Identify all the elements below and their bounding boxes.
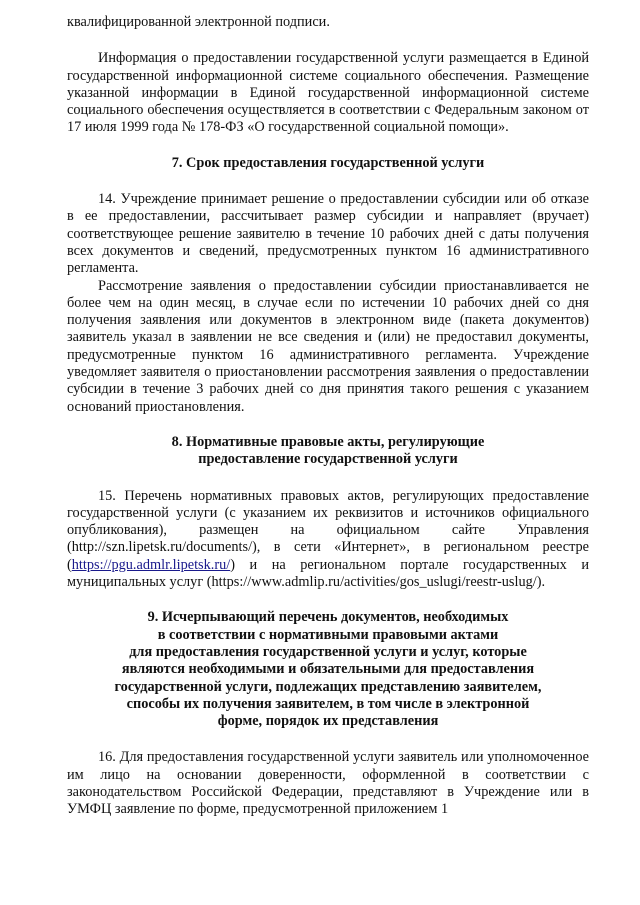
clause-14-suspension-paragraph: Рассмотрение заявления о предоставлении субсидии приостанавливается не более чем на один месяц, в случае если по истечении 10 рабочих дней со дня получения заявления или документов в электронном виде (пакета документов) заявитель указал в заявлении не все сведения и (или) не предоставил документы, предусмотренные пунктом 16 административного регламента. Учреждение уведомляет заявителя о приостановлении рассмотрения заявления о предоставлении субсидии в течение 3 рабочих дней со дня принятия такого решения с указанием оснований приостановления. <box>67 277 589 415</box>
intro-tail-paragraph: квалифицированной электронной подписи. <box>67 14 330 30</box>
section-9-heading-line-6: способы их получения заявителем, в том числе в электронной <box>126 695 530 712</box>
section-8-heading-line-2: предоставление государственной услуги <box>198 451 458 468</box>
section-9-heading-line-7: форме, порядок их представления <box>217 713 439 730</box>
section-9-heading <box>67 609 589 730</box>
clause-16-paragraph: 16. Для предоставления государственной услуги заявитель или уполномоченное им лицо на основании доверенности, оформленной в соответствии с законодательством Российской Федерации, представляют в Учреждение или в УМФЦ заявление по форме, предусмотренной приложением 1 <box>67 749 589 818</box>
clause-15-text-b: ) и на региональном портале государственных и муниципальных услуг (https://www.admlip.ru/activities/gos_uslugi/reestr-uslug/). <box>67 556 589 591</box>
clause-15-paragraph <box>67 488 589 592</box>
section-7-heading: 7. Срок предоставления государственной услуги <box>171 154 485 171</box>
clause-14-paragraph: 14. Учреждение принимает решение о предоставлении субсидии или об отказе в ее предоставлении, рассчитывает размер субсидии и направляет (вручает) соответствующее решение заявителю в течение 10 рабочих дней с даты получения всех документов и сведений, предусмотренных пунктом 16 административного регламента. <box>67 191 589 277</box>
section-8-heading <box>67 434 589 469</box>
section-9-heading-line-5: государственной услуги, подлежащих представлению заявителем, <box>114 678 542 695</box>
info-paragraph: Информация о предоставлении государственной услуги размещается в Единой государственной информационной системе социального обеспечения. Размещение указанной информации в Единой государственной информационной системе социального обеспечения осуществляется в соответствии с Федеральным законом от 17 июля 1999 года № 178-ФЗ «О государственной социальной помощи». <box>67 50 589 136</box>
section-8-heading-line-1: 8. Нормативные правовые акты, регулирующие <box>171 433 485 450</box>
clause-15-text-a: 15. Перечень нормативных правовых актов, регулирующих предоставление государственной услуги (с указанием их реквизитов и источников официального опубликования), размещен на официальном сайте Управления (http://szn.lipetsk.ru/documents/), в сети «Интернет», в региональном реестре ( <box>67 487 589 573</box>
section-9-heading-line-3: для предоставления государственной услуги и услуг, которые <box>129 643 527 660</box>
regional-registry-link[interactable]: https://pgu.admlr.lipetsk.ru/ <box>71 556 231 573</box>
section-9-heading-line-1: 9. Исчерпывающий перечень документов, необходимых <box>147 609 509 626</box>
document-page <box>67 14 589 819</box>
section-9-heading-line-4: являются необходимыми и обязательными для предоставления <box>121 661 535 678</box>
section-9-heading-line-2: в соответствии с нормативными правовыми актами <box>157 626 499 643</box>
